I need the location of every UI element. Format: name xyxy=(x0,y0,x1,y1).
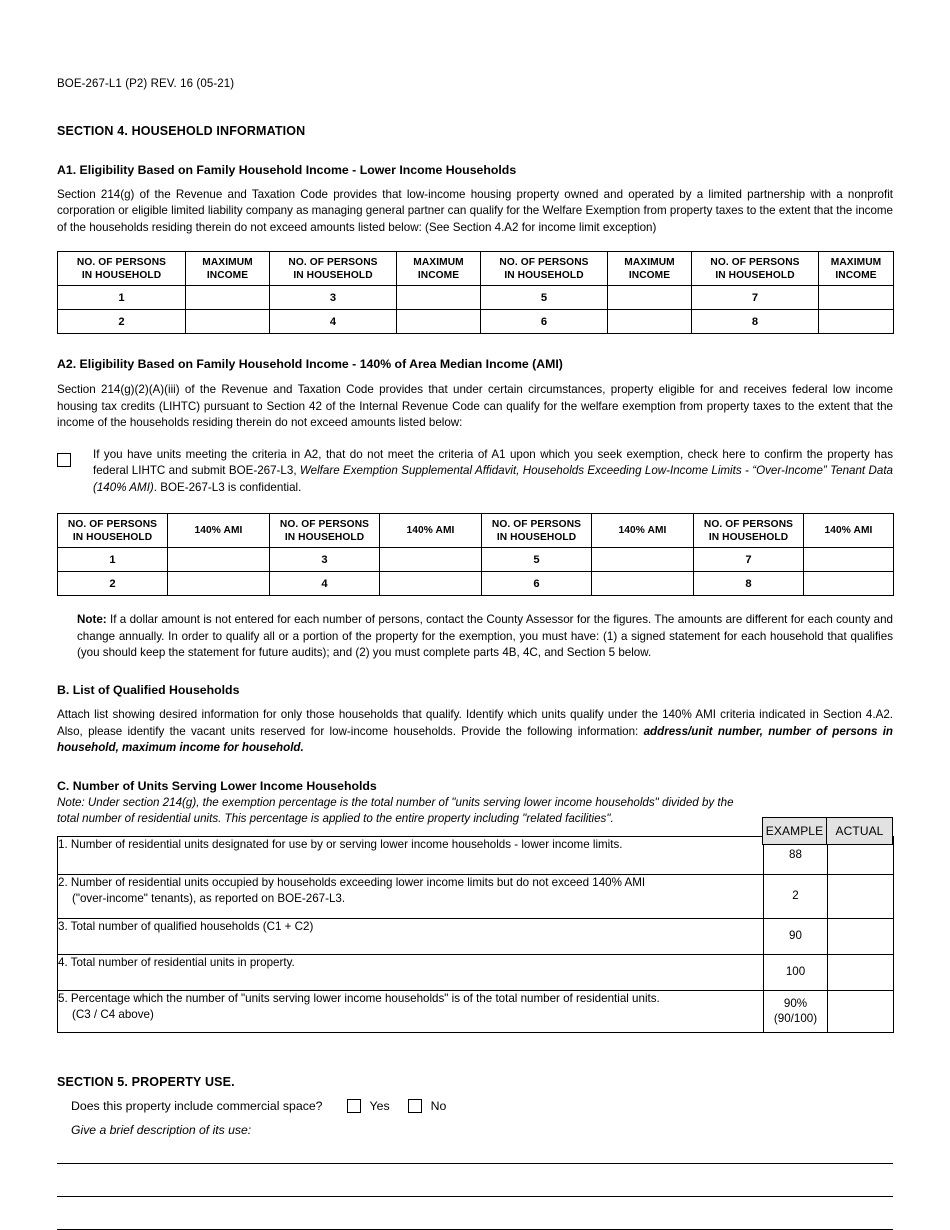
lihtc-text-italic: Welfare Exemption Supplemental Affidavit, Households Exceeding Low-Income Limits - “Over-Income” Tenant Data (140% AMI) xyxy=(93,464,893,494)
cell-persons: 4 xyxy=(270,572,380,596)
cell-income-input[interactable] xyxy=(186,310,270,334)
cell-persons: 5 xyxy=(481,286,608,310)
table-header-row xyxy=(763,817,893,844)
cell-ami-input[interactable] xyxy=(804,548,894,572)
row-example-5 xyxy=(764,990,828,1032)
row-example-5-pct: 90% xyxy=(783,996,808,1010)
commercial-space-question: Does this property include commercial space? xyxy=(71,1098,323,1113)
row-actual-3[interactable] xyxy=(828,918,894,954)
cell-persons: 3 xyxy=(270,548,380,572)
form-body xyxy=(57,124,893,1230)
table-row xyxy=(58,572,894,596)
section-4-heading: SECTION 4. HOUSEHOLD INFORMATION xyxy=(57,124,306,138)
table-header-row xyxy=(58,514,894,548)
col-header-ami-4: 140% AMI xyxy=(804,514,894,548)
property-use-line-2[interactable] xyxy=(57,1196,893,1197)
lihtc-confirm-checkbox[interactable] xyxy=(57,453,71,467)
col-header-persons-2: NO. OF PERSONS IN HOUSEHOLD xyxy=(270,252,397,286)
col-header-persons-1: NO. OF PERSONS IN HOUSEHOLD xyxy=(58,514,168,548)
section-4-b-heading: B. List of Qualified Households xyxy=(57,683,240,698)
cell-persons: 2 xyxy=(58,572,168,596)
form-identifier: BOE-267-L1 (P2) REV. 16 (05-21) xyxy=(57,78,235,90)
col-header-example: EXAMPLE xyxy=(763,817,827,844)
row-label-4: 4. Total number of residential units in property. xyxy=(58,954,764,990)
col-header-actual: ACTUAL xyxy=(827,817,893,844)
cell-persons: 8 xyxy=(694,572,804,596)
cell-persons: 2 xyxy=(58,310,186,334)
col-header-persons-4: NO. OF PERSONS IN HOUSEHOLD xyxy=(692,252,819,286)
cell-persons: 7 xyxy=(692,286,819,310)
cell-ami-input[interactable] xyxy=(592,572,694,596)
units-serving-header-table xyxy=(762,817,893,845)
row-label-2-line2: ("over-income" tenants), as reported on BOE-267-L3. xyxy=(72,891,346,905)
row-example-3: 90 xyxy=(764,918,828,954)
cell-persons: 6 xyxy=(481,310,608,334)
section-4-c-note: Note: Under section 214(g), the exemption percentage is the total number of "units serving lower income households" divided by the total number of residential units. This percentage is applied to the entire property including "related facilities". xyxy=(57,795,734,826)
section-4-note xyxy=(57,612,893,661)
lihtc-text-part1: If you have units meeting the criteria in A2, that do not meet the criteria of A1 upon which you seek exemption, check here to confirm the property has federal LIHTC and submit BOE-267-L3, xyxy=(93,447,893,478)
cell-income-input[interactable] xyxy=(397,310,481,334)
commercial-space-yes-label: Yes xyxy=(369,1098,390,1113)
note-text: If a dollar amount is not entered for each number of persons, contact the County Assessor for the figures. The amounts are different for each county and change annually. In order to qualify all or a portion of the property for the exemption, you must have: (1) a signed statement for each household that qualifies (you should keep the statement for future audits); and (2) you must complete parts 4B, 4C, and Section 5 below. xyxy=(77,613,893,659)
cell-ami-input[interactable] xyxy=(380,572,482,596)
row-actual-5[interactable] xyxy=(828,990,894,1032)
col-header-persons-3: NO. OF PERSONS IN HOUSEHOLD xyxy=(481,252,608,286)
col-header-ami-1: 140% AMI xyxy=(168,514,270,548)
lower-income-limits-table xyxy=(57,251,894,334)
property-use-line-1[interactable] xyxy=(57,1163,893,1164)
section-4-a2-heading: A2. Eligibility Based on Family Household Income - 140% of Area Median Income (AMI) xyxy=(57,357,563,372)
section-4-c-heading: C. Number of Units Serving Lower Income Households xyxy=(57,778,377,793)
cell-persons: 3 xyxy=(270,286,397,310)
lihtc-confirm-row xyxy=(57,447,893,496)
cell-persons: 5 xyxy=(482,548,592,572)
row-example-4: 100 xyxy=(764,954,828,990)
lihtc-confirm-text xyxy=(85,447,893,496)
table-row xyxy=(58,954,894,990)
cell-persons: 4 xyxy=(270,310,397,334)
row-label-2-line1: 2. Number of residential units occupied by households exceeding lower income limits but do not exceed 140% AMI xyxy=(58,875,646,889)
table-row xyxy=(58,286,894,310)
cell-income-input[interactable] xyxy=(397,286,481,310)
table-row xyxy=(58,548,894,572)
row-label-5-line1: 5. Percentage which the number of "units serving lower income households" is of the total number of residential units. xyxy=(58,991,660,1005)
cell-income-input[interactable] xyxy=(819,310,894,334)
section-5-heading: SECTION 5. PROPERTY USE. xyxy=(57,1074,235,1089)
lihtc-checkbox-wrap xyxy=(57,447,85,470)
b-text-part1: Attach list showing desired information for only those households that qualify. Identify which units qualify under the 140% AMI criteria indicated in Section 4.A2. Also, please identify the vacant units reserved for low-income households. Provide the following information: xyxy=(57,708,893,738)
col-header-income-2: MAXIMUM INCOME xyxy=(397,252,481,286)
section-4-c-block xyxy=(57,778,893,838)
table-row xyxy=(58,874,894,918)
lihtc-text-part2: . BOE-267-L3 is confidential. xyxy=(153,480,302,494)
cell-ami-input[interactable] xyxy=(804,572,894,596)
section-4-a2-paragraph: Section 214(g)(2)(A)(iii) of the Revenue and Taxation Code provides that under certain circumstances, property eligible for and receives federal low income housing tax credits (LIHTC) pursuant to Section 42 of the Internal Revenue Code can qualify for the welfare exemption from property taxes to the extent that the income of the households residing therein do not exceed amounts listed below: xyxy=(57,383,893,430)
cell-persons: 8 xyxy=(692,310,819,334)
cell-persons: 6 xyxy=(482,572,592,596)
col-header-ami-3: 140% AMI xyxy=(592,514,694,548)
row-actual-4[interactable] xyxy=(828,954,894,990)
commercial-space-yes-checkbox[interactable] xyxy=(347,1099,361,1113)
cell-income-input[interactable] xyxy=(186,286,270,310)
row-example-2: 2 xyxy=(764,874,828,918)
row-example-1: 88 xyxy=(764,836,828,874)
ami-140-limits-table xyxy=(57,513,894,596)
section-4-a1-heading: A1. Eligibility Based on Family Household Income - Lower Income Households xyxy=(57,163,517,177)
commercial-space-no-label: No xyxy=(430,1098,447,1113)
row-label-3: 3. Total number of qualified households (C1 + C2) xyxy=(58,918,764,954)
commercial-space-no-checkbox[interactable] xyxy=(408,1099,422,1113)
row-label-5 xyxy=(58,990,764,1032)
col-header-persons-2: NO. OF PERSONS IN HOUSEHOLD xyxy=(270,514,380,548)
commercial-space-question-row xyxy=(57,1099,893,1113)
col-header-income-1: MAXIMUM INCOME xyxy=(186,252,270,286)
note-label: Note: xyxy=(77,613,107,627)
cell-persons: 1 xyxy=(58,286,186,310)
row-example-5-fraction: (90/100) xyxy=(773,1012,818,1026)
col-header-income-4: MAXIMUM INCOME xyxy=(819,252,894,286)
col-header-persons-4: NO. OF PERSONS IN HOUSEHOLD xyxy=(694,514,804,548)
table-row xyxy=(58,310,894,334)
table-header-row xyxy=(58,252,894,286)
cell-ami-input[interactable] xyxy=(168,548,270,572)
table-row xyxy=(58,918,894,954)
col-header-persons-3: NO. OF PERSONS IN HOUSEHOLD xyxy=(482,514,592,548)
cell-ami-input[interactable] xyxy=(380,548,482,572)
row-label-1: 1. Number of residential units designated for use by or serving lower income households - lower income limits. xyxy=(58,836,764,874)
col-header-ami-2: 140% AMI xyxy=(380,514,482,548)
cell-persons: 7 xyxy=(694,548,804,572)
b-text-bolditalic: address/unit number, number of persons in household, maximum income for household. xyxy=(57,724,893,755)
units-serving-lower-income-table xyxy=(57,836,894,1033)
row-label-5-line2: (C3 / C4 above) xyxy=(72,1007,154,1021)
section-4-b-paragraph xyxy=(57,707,893,756)
cell-ami-input[interactable] xyxy=(592,548,694,572)
property-use-description-prompt: Give a brief description of its use: xyxy=(71,1122,252,1137)
cell-persons: 1 xyxy=(58,548,168,572)
col-header-income-3: MAXIMUM INCOME xyxy=(608,252,692,286)
cell-income-input[interactable] xyxy=(819,286,894,310)
cell-income-input[interactable] xyxy=(608,286,692,310)
col-header-persons-1: NO. OF PERSONS IN HOUSEHOLD xyxy=(58,252,186,286)
table-row xyxy=(58,990,894,1032)
cell-ami-input[interactable] xyxy=(168,572,270,596)
row-actual-2[interactable] xyxy=(828,874,894,918)
row-label-2 xyxy=(58,874,764,918)
cell-income-input[interactable] xyxy=(608,310,692,334)
section-4-a1-paragraph: Section 214(g) of the Revenue and Taxation Code provides that low-income housing property owned and operated by a limited partnership with a nonprofit corporation or eligible limited liability company as managing general partner can qualify for the Welfare Exemption from property taxes to the extent that the income of the households residing therein do not exceed amounts listed below: (See Section 4.A2 for income limit exception) xyxy=(57,188,893,234)
